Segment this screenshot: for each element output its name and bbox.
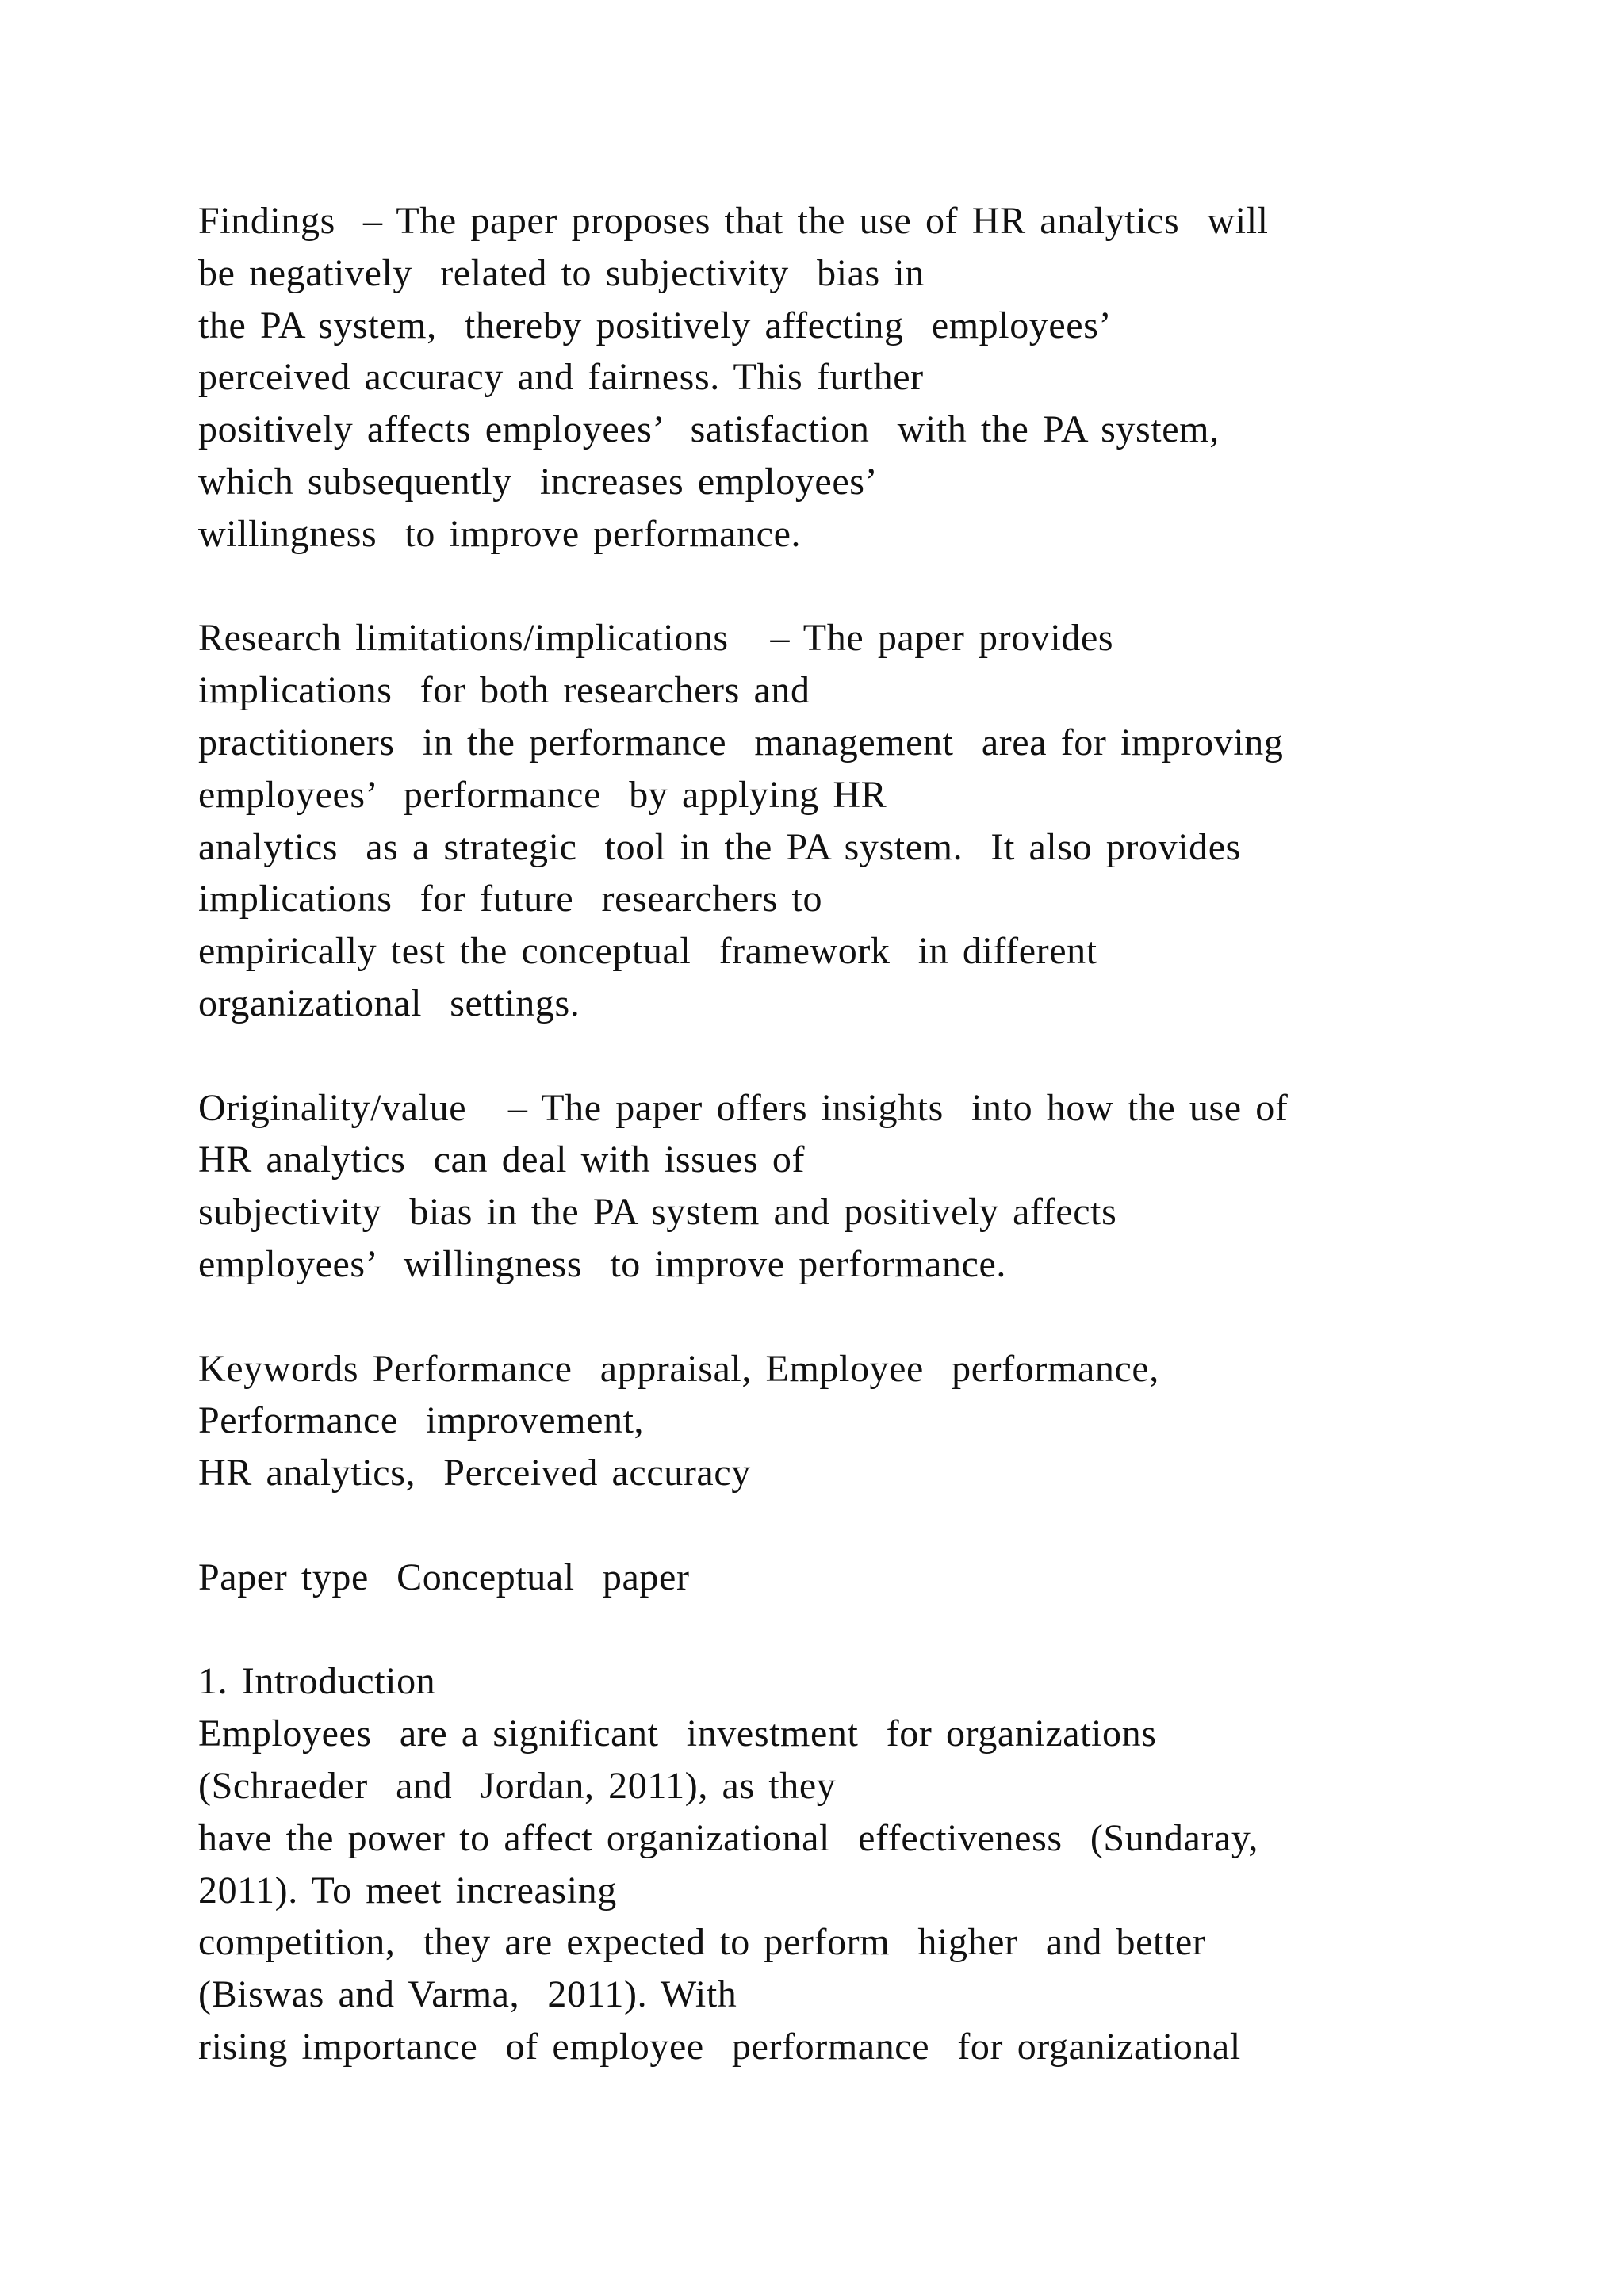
paragraph-gap bbox=[198, 1030, 1530, 1082]
introduction-line: (Schraeder and Jordan, 2011), as they bbox=[198, 1764, 837, 1807]
originality-line: Originality/value – The paper offers insights into how the use of bbox=[198, 1086, 1289, 1129]
findings-line: be negatively related to subjectivity bias in bbox=[198, 251, 925, 294]
originality-paragraph bbox=[198, 1082, 1530, 1291]
introduction-line: (Biswas and Varma, 2011). With bbox=[198, 1973, 737, 2016]
introduction-line: rising importance of employee performance for organizational bbox=[198, 2025, 1241, 2068]
research-limitations-line: Research limitations/implications – The paper provides bbox=[198, 617, 1114, 660]
research-limitations-line: employees’ performance by applying HR bbox=[198, 773, 887, 816]
originality-line: subjectivity bias in the PA system and positively affects bbox=[198, 1191, 1117, 1234]
introduction-heading: 1. Introduction bbox=[198, 1660, 436, 1703]
paragraph-gap bbox=[198, 561, 1530, 613]
findings-line: Findings – The paper proposes that the use of HR analytics will bbox=[198, 200, 1269, 242]
findings-line: which subsequently increases employees’ bbox=[198, 460, 879, 503]
research-limitations-paragraph bbox=[198, 612, 1530, 1029]
paragraph-gap bbox=[198, 1291, 1530, 1343]
paper-type-line: Paper type Conceptual paper bbox=[198, 1556, 690, 1598]
introduction-section bbox=[198, 1655, 1530, 2072]
introduction-line: Employees are a significant investment for organizations bbox=[198, 1712, 1157, 1755]
introduction-line: 2011). To meet increasing bbox=[198, 1869, 617, 1911]
keywords-line: Performance improvement, bbox=[198, 1399, 645, 1442]
keywords-paragraph bbox=[198, 1343, 1530, 1499]
paper-type-paragraph bbox=[198, 1552, 1530, 1604]
research-limitations-line: implications for both researchers and bbox=[198, 669, 810, 712]
research-limitations-line: analytics as a strategic tool in the PA system. It also provides bbox=[198, 825, 1241, 868]
originality-line: HR analytics can deal with issues of bbox=[198, 1138, 806, 1181]
introduction-line: have the power to affect organizational effectiveness (Sundaray, bbox=[198, 1816, 1258, 1859]
findings-line: perceived accuracy and fairness. This further bbox=[198, 356, 924, 399]
originality-line: employees’ willingness to improve performance. bbox=[198, 1242, 1006, 1285]
findings-line: positively affects employees’ satisfaction with the PA system, bbox=[198, 408, 1220, 451]
paragraph-gap bbox=[198, 1604, 1530, 1656]
introduction-line: competition, they are expected to perform higher and better bbox=[198, 1921, 1206, 1964]
findings-line: willingness to improve performance. bbox=[198, 512, 802, 555]
keywords-line: Keywords Performance appraisal, Employee performance, bbox=[198, 1347, 1159, 1390]
findings-line: the PA system, thereby positively affecting employees’ bbox=[198, 304, 1113, 346]
research-limitations-line: organizational settings. bbox=[198, 982, 580, 1024]
keywords-line: HR analytics, Perceived accuracy bbox=[198, 1452, 751, 1494]
findings-paragraph bbox=[198, 195, 1530, 561]
document-body bbox=[198, 195, 1530, 2073]
research-limitations-line: empirically test the conceptual framework in different bbox=[198, 930, 1097, 973]
paragraph-gap bbox=[198, 1499, 1530, 1552]
research-limitations-line: practitioners in the performance management area for improving bbox=[198, 721, 1284, 763]
research-limitations-line: implications for future researchers to bbox=[198, 878, 823, 920]
